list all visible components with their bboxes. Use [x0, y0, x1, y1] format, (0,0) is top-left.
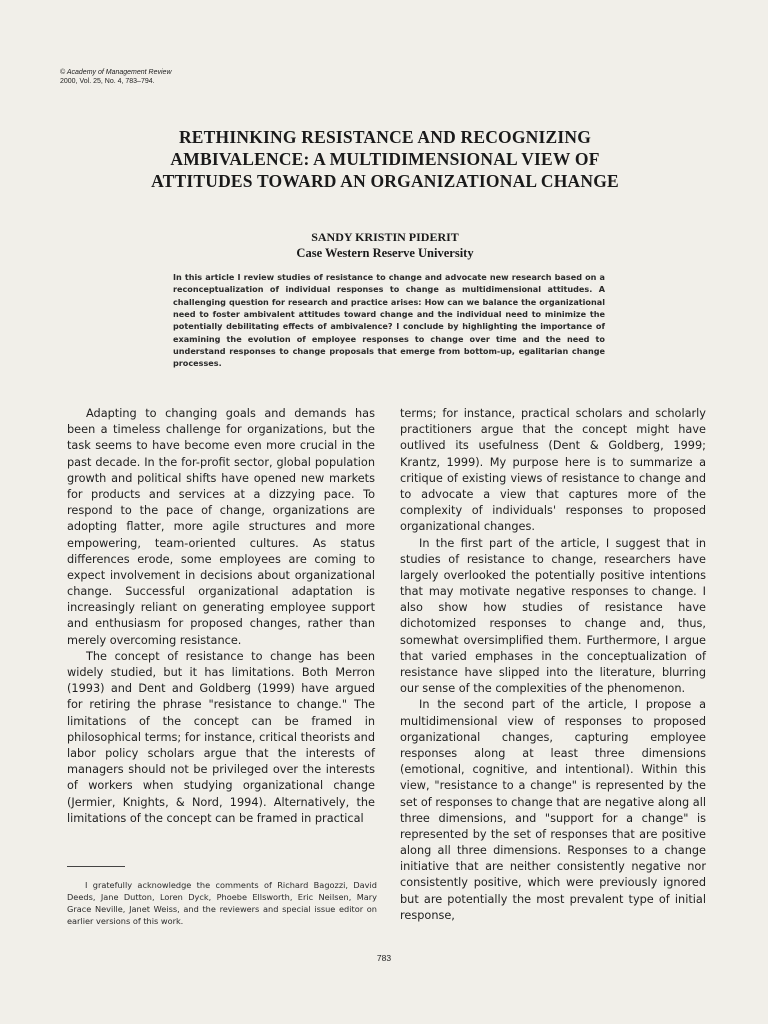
body-paragraph: In the second part of the article, I propose a multidimensional view of responses to proposed organizational changes, capturing employee responses along at least three dimensions (emotional, cognitive, and intentional). Within this view, "resistance to a change" is represented by the set of responses to change that are negative along all three dimensions, and "support for a change" is represented by the set of responses that are positive along all three dimensions. Responses to a change initiative that are neither consistently negative nor consistently positive, which were previously ignored but are potentially the most prevalent type of initial response,	[400, 698, 706, 922]
acknowledgment-footnote	[67, 880, 377, 928]
journal-name: © Academy of Management Review	[60, 69, 172, 76]
footnote-text: I gratefully acknowledge the comments of Richard Bagozzi, David Deeds, Jane Dutton, Loren Dyck, Phoebe Ellsworth, Eric Neilsen, Mary Grace Neville, Janet Weiss, and the reviewers and special issue editor on earlier versions of this work.	[67, 880, 377, 926]
body-column-right	[400, 406, 706, 924]
author-name: SANDY KRISTIN PIDERIT	[311, 230, 459, 244]
page-number: 783	[376, 953, 392, 963]
footnote-divider	[67, 866, 125, 867]
author-affiliation: Case Western Reserve University	[296, 246, 474, 260]
body-column-left	[67, 406, 375, 827]
article-title: RETHINKING RESISTANCE AND RECOGNIZING AMBIVALENCE: A MULTIDIMENSIONAL VIEW OF ATTITUDES TOWARD AN ORGANIZATIONAL CHANGE	[151, 127, 619, 191]
body-paragraph: Adapting to changing goals and demands has been a timeless challenge for organizations, but the task seems to have become even more crucial in the past decade. In the for-profit sector, global population growth and political shifts have opened new markets for products and services at a dizzying pace. To respond to the pace of change, organizations are adopting flatter, more agile structures and more empowering, team-oriented cultures. As status differences erode, some employees are coming to expect involvement in decisions about organizational change. Successful organizational adaptation is increasingly reliant on generating employee support and enthusiasm for proposed changes, rather than merely overcoming resistance.	[67, 407, 375, 647]
body-paragraph: terms; for instance, practical scholars and scholarly practitioners argue that the concept might have outlived its usefulness (Dent & Goldberg, 1999; Krantz, 1999). My purpose here is to summarize a critique of existing views of resistance to change and to advocate a view that captures more of the complexity of individuals' responses to proposed organizational changes.	[400, 407, 706, 534]
body-paragraph: The concept of resistance to change has been widely studied, but it has limitations. Both Merron (1993) and Dent and Goldberg (1999) have argued for retiring the phrase "resistance to change." The limitations of the concept can be framed in philosophical terms; for instance, critical theorists and labor policy scholars argue that the interests of managers should not be privileged over the interests of workers when studying organizational change (Jermier, Knights, & Nord, 1994). Alternatively, the limitations of the concept can be framed in practical	[67, 649, 375, 825]
journal-citation: 2000, Vol. 25, No. 4, 783–794.	[60, 78, 155, 85]
body-paragraph: In the first part of the article, I suggest that in studies of resistance to change, researchers have largely overlooked the potentially positive intentions that may motivate negative responses to change. I also show how studies of resistance have dichotomized responses to change and, thus, somewhat oversimplified them. Furthermore, I argue that varied emphases in the conceptualization of resistance have slipped into the literature, blurring our sense of the complexities of the phenomenon.	[400, 536, 706, 696]
abstract: In this article I review studies of resistance to change and advocate new research based on a reconceptualization of individual responses to change as multidimensional attitudes. A challenging question for research and practice arises: How can we balance the organizational need to foster ambivalent attitudes toward change and the individual need to minimize the potentially debilitating effects of ambivalence? I conclude by highlighting the importance of examining the evolution of employee responses to change over time and the need to understand responses to change proposals that emerge from bottom-up, egalitarian change processes.	[173, 272, 605, 369]
journal-masthead	[60, 68, 172, 86]
